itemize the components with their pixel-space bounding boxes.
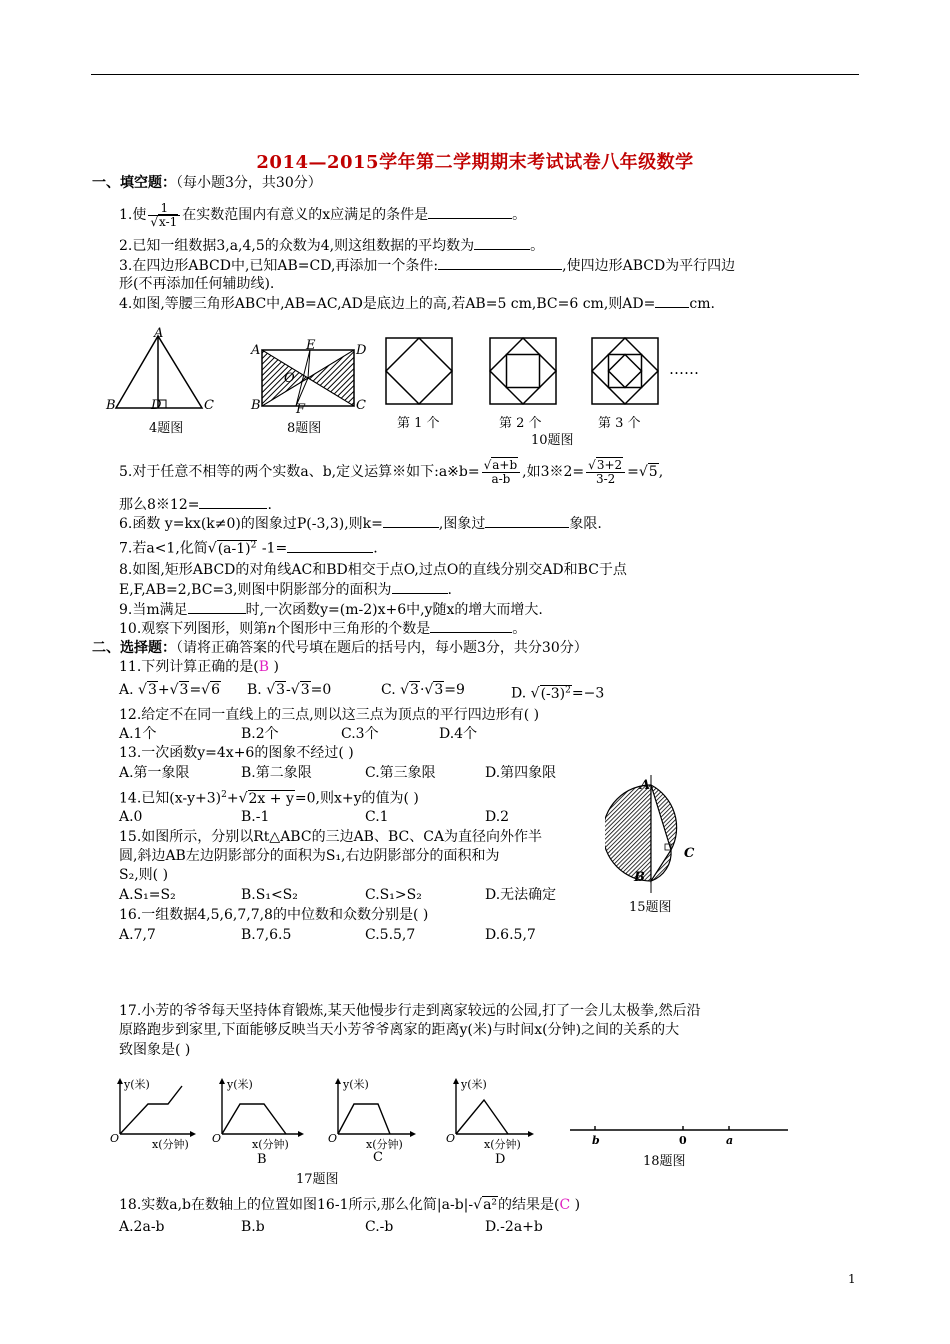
q15-option-d: D.无法确定 — [485, 887, 557, 903]
q11-option-d: D. $√(-3)^2=-3$ — [511, 685, 605, 702]
q18-option-d: D.-2a+b — [485, 1219, 543, 1235]
q14-option-b: B.-1 — [241, 809, 270, 825]
q11-b-label: B. — [247, 682, 262, 698]
figure-row-1 — [100, 322, 780, 448]
fig10-caption-3: 第 3 个 — [598, 416, 641, 431]
q7-post: -1= — [257, 540, 288, 557]
q5-line2-text: 那么8※12= — [119, 497, 200, 513]
q12-option-c: C.3个 — [341, 726, 379, 742]
q5-example-fraction — [586, 459, 625, 486]
q7-blank — [287, 539, 373, 553]
q11-a-r2: 3 — [179, 682, 189, 698]
q3-text: 3.在四边形ABCD中,已知AB=CD,再添加一个条件: — [119, 258, 439, 274]
q5-example: ,如3※2= — [522, 464, 585, 480]
q11-answer: B — [258, 659, 270, 675]
section1-note: （每小题3分，共30分） — [176, 175, 322, 191]
q12-option-d: D.4个 — [439, 726, 478, 742]
q18-answer: C — [559, 1197, 571, 1213]
q5-blank — [199, 495, 267, 509]
q5-numerator: √a+b — [482, 459, 521, 473]
fig17-b-origin: O — [212, 1132, 222, 1145]
section2-heading — [92, 639, 588, 657]
q14-radicand: 2x + y — [248, 790, 294, 807]
section2-title: 二、选择题： — [92, 640, 176, 656]
q5-num-radicand: a+b — [492, 457, 518, 472]
q6-blank-quadrant — [485, 514, 569, 528]
q2-end: 。 — [530, 238, 545, 254]
question-10 — [119, 619, 526, 638]
fig8-rectangle — [262, 350, 354, 406]
q7-radical — [217, 540, 258, 557]
q11-end: ) — [269, 659, 279, 675]
question-9 — [119, 600, 543, 619]
fig8-label-a: A — [251, 343, 261, 358]
q15-option-a: A.S₁=S₂ — [119, 887, 176, 903]
question-2 — [119, 236, 544, 255]
q11-option-c: C. √3·√3=9 — [381, 682, 465, 698]
fig10-dots: …… — [669, 360, 699, 378]
fig17-b-ylabel: y(米) — [227, 1078, 253, 1091]
q16-option-a: A.7,7 — [119, 927, 156, 943]
q11-d-label: D. — [511, 685, 527, 702]
q17-line2: 原路跑步到家里,下面能够反映当天小芳爷爷离家的距离y(米)与时间x(分钟)之间的关系的大 — [119, 1022, 680, 1038]
fig17-a-origin: O — [110, 1132, 120, 1145]
q9-text: 9.当m满足 — [119, 602, 188, 618]
q16-option-c: C.5.5,7 — [365, 927, 416, 943]
q8-line2 — [119, 580, 452, 599]
fig17-label-c: C — [373, 1150, 383, 1165]
q4-blank — [655, 294, 689, 308]
question-7: 7.若a<1,化简$√(a-1)^2$ -1= . — [119, 540, 378, 557]
question-13: 13.一次函数y=4x+6的图象不经过( ) — [119, 745, 354, 761]
q11-c-eq: =9 — [444, 682, 465, 698]
q9-post: 时,一次函数y=(m-2)x+6中,y随x的增大而增大. — [245, 602, 543, 618]
q18-option-b: B.b — [241, 1219, 265, 1235]
fig18-label-zero: 0 — [679, 1134, 687, 1147]
fig18-label-a: a — [726, 1134, 734, 1147]
q1-end: 。 — [512, 207, 527, 223]
q11-c-r1: 3 — [410, 682, 419, 698]
q11-a-r1: 3 — [147, 682, 157, 698]
q1-text-post: 在实数范围内有意义的x应满足的条件是 — [182, 207, 429, 223]
fig4-label-b: B — [106, 398, 116, 413]
q3-blank — [438, 256, 562, 270]
q11-b-r2: 3 — [300, 682, 310, 698]
q15-line2: 圆,斜边AB左边阴影部分的面积为S₁,右边阴影部分的面积和为 — [119, 848, 500, 864]
q18-option-c: C.-b — [365, 1219, 394, 1235]
fig17-label-d: D — [495, 1152, 506, 1167]
section1-title: 一、填空题： — [92, 175, 176, 191]
q13-option-b: B.第二象限 — [241, 765, 312, 781]
q18-end: ) — [570, 1197, 581, 1213]
q14-text: 14.已知(x-y+3) — [119, 790, 222, 807]
section2-note: （请将正确答案的代号填在题后的括号内，每小题3分，共分30分） — [176, 640, 588, 656]
question-8: 8.如图,矩形ABCD的对角线AC和BD相交于点O,过点O的直线分别交AD和BC于点 — [119, 562, 627, 578]
fig10-caption-1: 第 1 个 — [397, 416, 440, 431]
q11-a-label: A. — [119, 682, 134, 698]
fig8-label-b: B — [251, 398, 261, 413]
q11-d-radicand: (-3) — [540, 685, 566, 702]
fig15-label-c: C — [684, 846, 695, 861]
q11-b-eq: =0 — [310, 682, 332, 698]
q7-radicand: (a-1) — [217, 540, 251, 557]
q14-option-d: D.2 — [485, 809, 510, 825]
q11-d-radical — [540, 685, 572, 702]
q8-end: . — [447, 582, 452, 598]
question-6 — [119, 514, 602, 533]
q5-text: 5.对于任意不相等的两个实数a、b,定义运算※如下:a※b= — [119, 464, 480, 480]
q1-denominator: √x-1 — [150, 214, 178, 229]
question-12: 12.给定不在同一直线上的三点,则以这三点为顶点的平行四边形有( ) — [119, 707, 540, 723]
q1-radicand: x-1 — [159, 214, 178, 229]
q6-mid: ,图象过 — [438, 516, 486, 532]
fig18-label-b: b — [592, 1134, 600, 1147]
q10-blank — [430, 619, 512, 633]
q15-option-b: B.S₁<S₂ — [241, 887, 298, 903]
q11-c-op: · — [419, 682, 425, 698]
fig17-c-ylabel: y(米) — [343, 1078, 369, 1091]
q10-post: 个图形中三角形的个数是 — [276, 621, 431, 637]
fig17-a-xlabel: x(分钟) — [152, 1138, 189, 1151]
q14-option-a: A.0 — [119, 809, 143, 825]
question-1 — [119, 198, 526, 232]
q7-end: . — [373, 540, 378, 557]
fig10-pattern-3 — [592, 338, 658, 404]
q2-blank — [474, 236, 530, 250]
fig4-label-a: A — [154, 326, 164, 341]
question-5: 5.对于任意不相等的两个实数a、b,定义运算※如下:a※b= $\frac{√a+b}{a-b}$ ,如3※2= $\frac{√3+2}{3-2}$ =√5, — [119, 457, 664, 486]
q11-c-label: C. — [381, 682, 396, 698]
question-14: 14.已知$(x-y+3)^2+√2x + y=0$,则x+y的值为( ) — [119, 790, 419, 807]
q10-end: 。 — [512, 621, 527, 637]
q18-text: 18.实数a,b在数轴上的位置如图16-1所示,那么化简|a-b|- — [119, 1197, 474, 1213]
q11-d-eq: =−3 — [571, 685, 605, 702]
q3-text-post: ,使四边形ABCD为平行四边 — [562, 258, 736, 274]
q4-text: 4.如图,等腰三角形ABC中,AB=AC,AD是底边上的高,若AB=5 cm,BC=6 cm,则AD= — [119, 296, 656, 312]
fig8-label-c: C — [356, 398, 366, 413]
q6-end: 象限. — [569, 516, 602, 532]
q5-example-numerator: √3+2 — [586, 459, 625, 473]
fig17-c-xlabel: x(分钟) — [366, 1138, 403, 1151]
fig10-pattern-1 — [386, 338, 452, 404]
page-number: 1 — [848, 1272, 856, 1286]
question-11 — [119, 658, 279, 676]
q4-end: cm. — [689, 296, 715, 312]
q15-line3: S₂,则( ) — [119, 867, 169, 883]
q11-a-op: + — [157, 682, 170, 698]
q18-post: 的结果是( — [498, 1197, 560, 1213]
fig17-d-xlabel: x(分钟) — [484, 1138, 521, 1151]
q1-blank — [428, 205, 512, 219]
q16-option-b: B.7,6.5 — [241, 927, 292, 943]
q5-end2: . — [267, 497, 272, 513]
fig10-caption-2: 第 2 个 — [499, 416, 542, 431]
q11-option-a: A. √3+√3=√6 — [119, 682, 221, 698]
header-rule — [91, 74, 859, 75]
q5-line2 — [119, 495, 272, 514]
fig17-label-b: B — [257, 1152, 267, 1167]
q13-option-d: D.第四象限 — [485, 765, 557, 781]
fig17-d-origin: O — [446, 1132, 456, 1145]
question-15: 15.如图所示，分别以Rt△ABC的三边AB、BC、CA为直径向外作半 — [119, 829, 543, 845]
q2-text: 2.已知一组数据3,a,4,5的众数为4,则这组数据的平均数为 — [119, 238, 475, 254]
fig17-b-xlabel: x(分钟) — [252, 1138, 289, 1151]
q1-numerator: 1 — [148, 202, 180, 216]
q7-exponent: 2 — [250, 540, 257, 550]
q11-b-r1: 3 — [276, 682, 286, 698]
fig4-label-c: C — [204, 398, 214, 413]
q1-text: 1.使 — [119, 207, 147, 223]
q11-option-b: B. √3-√3=0 — [247, 682, 332, 698]
q13-option-c: C.第三象限 — [365, 765, 436, 781]
q14-plus: + — [226, 790, 239, 807]
fig4-label-d: D — [151, 398, 162, 413]
q18-radicand: a² — [483, 1197, 498, 1213]
page-title: 2014—2015学年第二学期期末考试试卷八年级数学 — [256, 152, 694, 173]
q5-denominator: a-b — [491, 471, 511, 486]
q3-line2: 形(不再添加任何辅助线). — [119, 276, 275, 292]
q5-equals: = — [627, 464, 639, 480]
fig15-semicircles — [605, 775, 715, 895]
fig4-caption: 4题图 — [149, 421, 184, 436]
section1-heading — [92, 174, 322, 192]
fig17-a-ylabel: y(米) — [124, 1078, 150, 1091]
q11-b-op: - — [286, 682, 291, 698]
q5-example-radicand: 3+2 — [596, 457, 623, 472]
q11-c-r2: 3 — [434, 682, 444, 698]
q13-option-a: A.第一象限 — [119, 765, 190, 781]
fig17-c-origin: O — [328, 1132, 338, 1145]
fig18-caption: 18题图 — [643, 1154, 686, 1169]
q5-fraction — [482, 459, 521, 486]
q14-exponent: 2 — [221, 790, 227, 800]
q9-blank — [188, 600, 246, 614]
q5-end: , — [658, 464, 664, 480]
fig8-label-d: D — [356, 343, 367, 358]
q17-line3: 致图象是( ) — [119, 1042, 191, 1058]
q7-text: 7.若a<1,化简 — [119, 540, 208, 557]
fig10-caption: 10题图 — [531, 433, 574, 448]
question-4 — [119, 294, 715, 313]
question-18: 18.实数a,b在数轴上的位置如图16-1所示,那么化简|a-b|-√a²的结果是(C ) — [119, 1197, 581, 1213]
fig15-caption: 15题图 — [629, 900, 672, 915]
fig8-label-e: E — [306, 338, 316, 353]
q18-option-a: A.2a-b — [119, 1219, 165, 1235]
q11-a-eq: = — [189, 682, 202, 698]
fig10-pattern-2 — [490, 338, 556, 404]
q14-post: =0,则x+y的值为( ) — [294, 790, 419, 807]
q10-n: n — [267, 621, 277, 637]
q11-text: 11.下列计算正确的是( — [119, 659, 259, 675]
q10-text: 10.观察下列图形，则第 — [119, 621, 268, 637]
q15-option-c: C.S₁>S₂ — [365, 887, 422, 903]
question-3 — [119, 256, 735, 275]
fig8-label-f: F — [296, 402, 306, 417]
q6-blank-k — [383, 514, 439, 528]
fig17-graphs — [100, 1074, 800, 1164]
q8-blank — [392, 580, 448, 594]
fig17-caption: 17题图 — [296, 1172, 339, 1187]
fig8-caption: 8题图 — [287, 421, 322, 436]
q14-option-c: C.1 — [365, 809, 389, 825]
question-17: 17.小芳的爷爷每天坚持体育锻炼,某天他慢步行走到离家较远的公园,打了一会儿太极拳,然后沿 — [119, 1003, 701, 1019]
q5-result: 5 — [648, 464, 658, 480]
fig17-d-ylabel: y(米) — [461, 1078, 487, 1091]
question-16: 16.一组数据4,5,6,7,7,8的中位数和众数分别是( ) — [119, 907, 429, 923]
q11-a-r3: 6 — [211, 682, 221, 698]
fig8-label-o: O — [284, 371, 295, 386]
q12-option-a: A.1个 — [119, 726, 157, 742]
q5-example-denominator: 3-2 — [595, 471, 616, 486]
q11-d-exponent: 2 — [565, 685, 571, 695]
q6-text: 6.函数 y=kx(k≠0)的图象过P(-3,3),则k= — [119, 516, 383, 532]
q12-option-b: B.2个 — [241, 726, 279, 742]
q1-fraction — [148, 202, 180, 229]
q16-option-d: D.6.5,7 — [485, 927, 536, 943]
fig15-label-b: B — [634, 870, 645, 885]
q8-line2-text: E,F,AB=2,BC=3,则图中阴影部分的面积为 — [119, 582, 392, 598]
fig15-label-a: A — [640, 778, 651, 793]
